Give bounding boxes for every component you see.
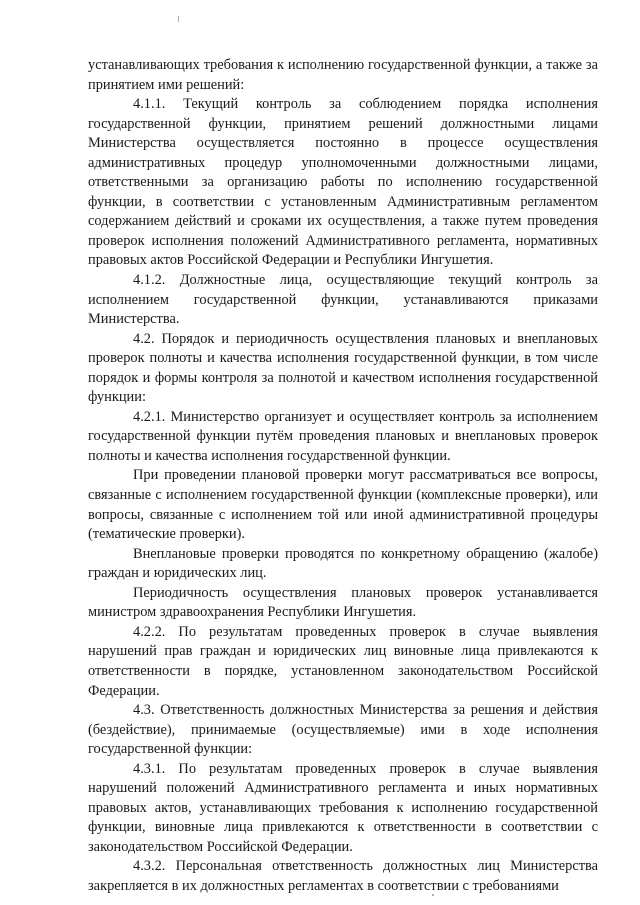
paragraph-planned-inspection: При проведении плановой проверки могут рассматриваться все вопросы, связанные с исполнением государственной функции (комплексные проверки), или вопросы, связанные с исполнением той или иной административной процедуры (тематические проверки). — [88, 467, 598, 543]
paragraph-4-1-2: 4.1.2. Должностные лица, осуществляющие текущий контроль за исполнением государственной функции, устанавливаются приказами Министерства. — [88, 272, 598, 328]
document-body — [88, 56, 598, 897]
paragraph-4-2-2: 4.2.2. По результатам проведенных проверок в случае выявления нарушений прав граждан и юридических лиц виновные лица привлекаются к ответственности в порядке, установленном законодательством Российской Федерации. — [88, 623, 598, 699]
paragraph-periodicity: Периодичность осуществления плановых проверок устанавливается министром здравоохранения Республики Ингушетия. — [88, 584, 598, 621]
scan-artifact — [178, 16, 179, 22]
paragraph-4-1-1: 4.1.1. Текущий контроль за соблюдением порядка исполнения государственной функции, принятием решений должностными лицами Министерства осуществляется постоянно в процессе осуществления административных процедур уполномоченными должностными лицами, ответственными за организацию работы по исполнению государственной функции, в соответствии с установленным Административным регламентом содержанием действий и сроками их осуществления, а также путем проведения проверок исполнения положений Административного регламента, нормативных правовых актов Российской Федерации и Республики Ингушетия. — [88, 96, 598, 269]
paragraph-unplanned-inspection: Внеплановые проверки проводятся по конкретному обращению (жалобе) граждан и юридических лиц. — [88, 545, 598, 582]
paragraph-4-2-1: 4.2.1. Министерство организует и осуществляет контроль за исполнением государственной функции путём проведения плановых и внеплановых проверок полноты и качества исполнения государственной функции. — [88, 408, 598, 464]
paragraph-4-3-2: 4.3.2. Персональная ответственность должностных лиц Министерства закрепляется в их должностных регламентах в соответствии с требованиями — [88, 858, 598, 894]
paragraph-4-2: 4.2. Порядок и периодичность осуществления плановых и внеплановых проверок полноты и качества исполнения государственной функции, в том числе порядок и формы контроля за полнотой и качеством исполнения государственной функции: — [88, 330, 598, 406]
paragraph-4-3: 4.3. Ответственность должностных Министерства за решения и действия (бездействие), принимаемые (осуществляемые) ими в ходе исполнения государственной функции: — [88, 702, 598, 758]
paragraph-continuation: устанавливающих требования к исполнению государственной функции, а также за принятием ими решений: — [88, 57, 598, 93]
paragraph-4-3-1: 4.3.1. По результатам проведенных проверок в случае выявления нарушений положений Административного регламента и иных нормативных правовых актов, устанавливающих требования к исполнению государственной функции, виновные лица привлекаются к ответственности в соответствии с законодательством Российской Федерации. — [88, 760, 598, 855]
